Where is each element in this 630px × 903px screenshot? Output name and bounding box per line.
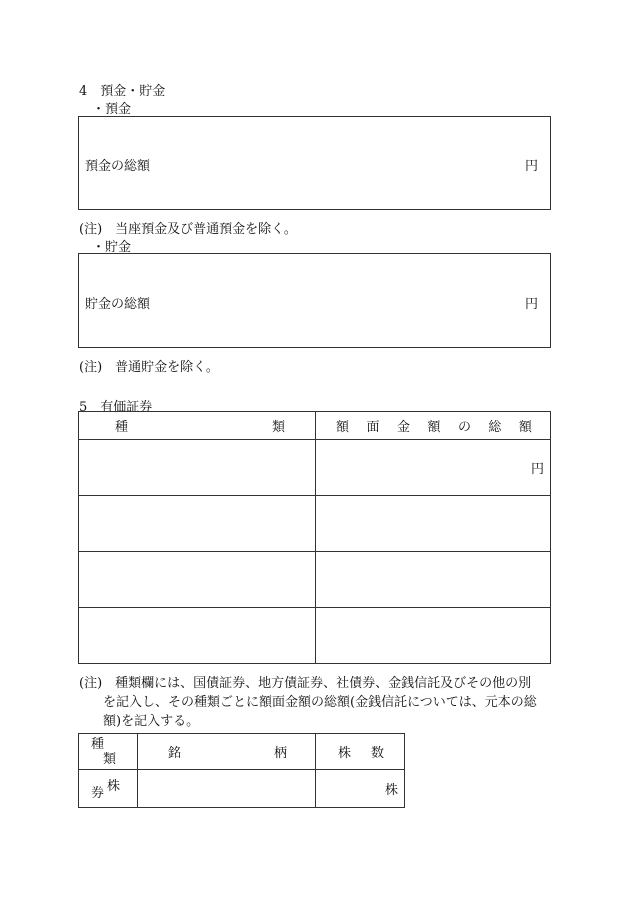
section5-heading: 5 有価証券 bbox=[79, 400, 153, 415]
stock-brand-header bbox=[138, 734, 316, 770]
securities-note-line2: を記入し、その種類ごとに額面金額の総額(金銭信託については、元本の総 bbox=[103, 695, 537, 710]
stock-brand-cell[interactable] bbox=[138, 770, 316, 808]
securities-type-cell-1[interactable] bbox=[79, 440, 316, 496]
stock-header-row bbox=[79, 734, 405, 770]
securities-row-1 bbox=[79, 440, 551, 496]
savings-label: 貯金の総額 bbox=[85, 297, 151, 312]
section4-heading: 4 預金・貯金 bbox=[79, 84, 166, 99]
securities-type-header-char1: 種 bbox=[115, 420, 129, 435]
securities-row-4 bbox=[79, 608, 551, 664]
securities-table bbox=[78, 411, 551, 664]
deposit-box bbox=[78, 116, 551, 210]
stock-shares-cell[interactable] bbox=[316, 770, 405, 808]
brand-header-char2: 柄 bbox=[273, 746, 287, 761]
deposit-label: 預金の総額 bbox=[85, 159, 151, 174]
deposit-note: (注) 当座預金及び普通預金を除く。 bbox=[79, 222, 297, 237]
stock-type-header-char1: 種 bbox=[91, 736, 105, 752]
savings-box bbox=[78, 253, 551, 348]
amount-header-char1: 額 bbox=[336, 420, 350, 435]
savings-unit: 円 bbox=[524, 297, 538, 312]
securities-type-header-char2: 類 bbox=[271, 420, 285, 435]
deposit-unit: 円 bbox=[524, 159, 538, 174]
securities-amount-cell-3[interactable] bbox=[316, 552, 551, 608]
securities-type-cell-2[interactable] bbox=[79, 496, 316, 552]
deposit-subheading: ・預金 bbox=[92, 102, 132, 117]
securities-row-2 bbox=[79, 496, 551, 552]
securities-header-row bbox=[79, 412, 551, 440]
securities-amount-cell-2[interactable] bbox=[316, 496, 551, 552]
securities-amount-cell-1[interactable] bbox=[316, 440, 551, 496]
securities-note-line3: 額)を記入する。 bbox=[103, 714, 200, 729]
securities-amount-cell-4[interactable] bbox=[316, 608, 551, 664]
stock-shares-header bbox=[316, 734, 405, 770]
stock-row-1 bbox=[79, 770, 405, 808]
amount-header-char7: 額 bbox=[518, 420, 532, 435]
brand-header-char1: 銘 bbox=[168, 746, 182, 761]
stock-type-cell bbox=[79, 770, 138, 808]
savings-note: (注) 普通貯金を除く。 bbox=[79, 360, 219, 375]
stock-type-value-small: 株 bbox=[107, 779, 121, 794]
amount-header-char3: 金 bbox=[396, 420, 410, 435]
stock-shares-unit: 株 bbox=[384, 783, 398, 798]
amount-header-char2: 面 bbox=[366, 420, 380, 435]
securities-amount-header bbox=[316, 412, 551, 440]
securities-type-header bbox=[79, 412, 316, 440]
securities-type-cell-4[interactable] bbox=[79, 608, 316, 664]
stock-table bbox=[78, 733, 405, 808]
stock-type-header-char2: 類 bbox=[103, 751, 117, 767]
shares-header-char1: 株 bbox=[338, 746, 352, 761]
securities-note-line1: (注) 種類欄には、国債証券、地方債証券、社債券、金銭信託及びその他の別 bbox=[79, 676, 532, 691]
amount-header-char5: の bbox=[457, 420, 471, 435]
savings-subheading: ・貯金 bbox=[92, 240, 132, 255]
securities-row-3 bbox=[79, 552, 551, 608]
stock-type-header bbox=[79, 734, 138, 770]
stock-type-value: 券 bbox=[91, 786, 105, 801]
amount-header-char6: 総 bbox=[488, 420, 502, 435]
securities-amount-unit: 円 bbox=[530, 462, 544, 477]
amount-header-char4: 額 bbox=[427, 420, 441, 435]
shares-header-char2: 数 bbox=[370, 746, 384, 761]
securities-type-cell-3[interactable] bbox=[79, 552, 316, 608]
